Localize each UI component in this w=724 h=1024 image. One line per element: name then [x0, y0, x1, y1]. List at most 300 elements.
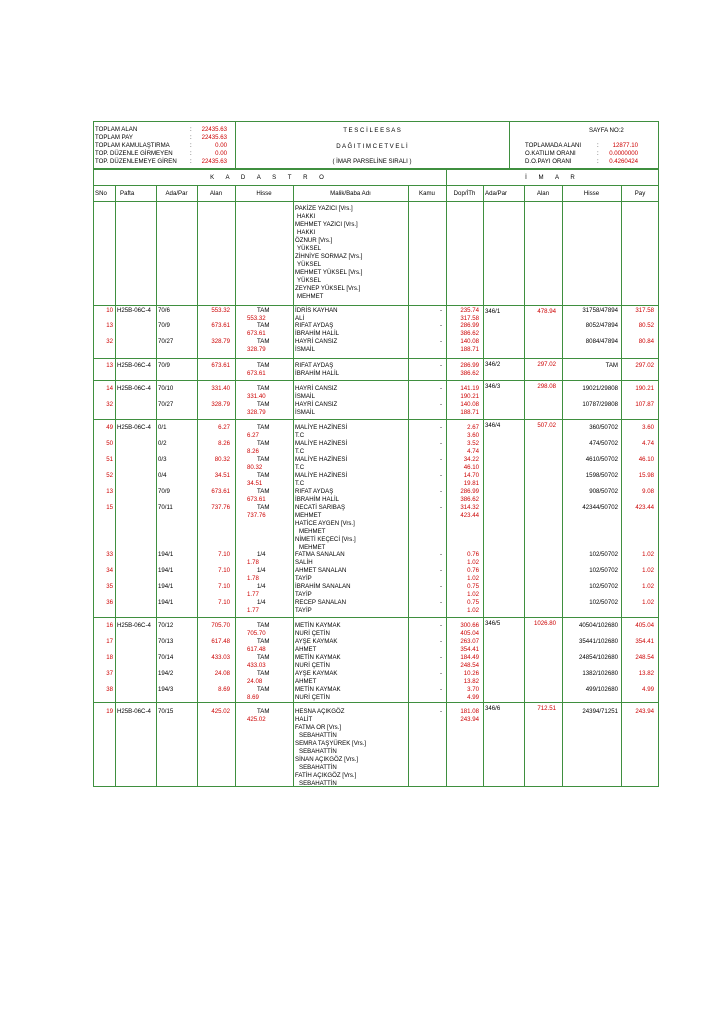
- pafta: H25B-06C-4: [117, 622, 151, 629]
- kadastro-hisse: TAM: [257, 322, 270, 329]
- pay: 190.21: [635, 385, 654, 392]
- kadastro-ada-par: 194/1: [158, 551, 174, 558]
- kadastro-ada-par: 70/15: [158, 708, 174, 715]
- summary-value: 0.0000000: [609, 150, 638, 157]
- dop: 263.07: [460, 638, 479, 645]
- kadastro-ada-par: 194/1: [158, 583, 174, 590]
- imar-hisse: 908/50702: [589, 488, 618, 495]
- dop-value: 1.02: [467, 607, 479, 614]
- kadastro-alan: 328.79: [211, 401, 230, 408]
- dop-value: 423.44: [460, 512, 479, 519]
- owner-father: İSMAİL: [295, 346, 315, 353]
- dop-value: 386.62: [460, 370, 479, 377]
- imar-hisse: 1598/50702: [585, 472, 618, 479]
- dop: 2.67: [467, 424, 479, 431]
- owner-father: T.C: [295, 432, 305, 439]
- kamu-dash: -: [440, 488, 443, 495]
- sno: 32: [106, 401, 113, 408]
- dop-value: 4.74: [467, 448, 479, 455]
- kadastro-hisse-value: 1.78: [247, 559, 259, 566]
- pay: 80.84: [638, 338, 654, 345]
- kadastro-ada-par: 194/2: [158, 670, 174, 677]
- owner-name: İDRİS KAYHAN: [295, 307, 338, 314]
- dop: 300.66: [460, 622, 479, 629]
- owner-father: T.C: [295, 448, 305, 455]
- kadastro-hisse: TAM: [257, 440, 270, 447]
- owner-name: SEBAHATTİN: [299, 780, 337, 787]
- summary-colon: :: [190, 150, 192, 157]
- imar-hisse: 4610/50702: [585, 456, 618, 463]
- owner-father: TAYİP: [295, 591, 312, 598]
- sno: 50: [106, 440, 113, 447]
- sno: 19: [106, 708, 113, 715]
- kadastro-alan: 331.40: [211, 385, 230, 392]
- kadastro-hisse: TAM: [257, 307, 270, 314]
- column-header: Kamu: [419, 190, 435, 197]
- summary-colon: :: [190, 142, 192, 149]
- kadastro-hisse-value: 553.32: [247, 315, 266, 322]
- dop: 0.75: [467, 583, 479, 590]
- kadastro-ada-par: 70/12: [158, 622, 174, 629]
- sno: 16: [106, 622, 113, 629]
- kadastro-ada-par: 70/10: [158, 385, 174, 392]
- pay: 297.02: [635, 362, 654, 369]
- column-line: [483, 185, 484, 787]
- kamu-dash: -: [440, 401, 443, 408]
- owner-father: SALİH: [295, 559, 313, 566]
- kamu-dash: -: [440, 654, 443, 661]
- column-line: [621, 185, 622, 787]
- kadastro-alan: 673.61: [211, 322, 230, 329]
- kadastro-alan: 425.02: [211, 708, 230, 715]
- pay: 80.52: [638, 322, 654, 329]
- dop-value: 243.94: [460, 716, 479, 723]
- dop: 286.99: [460, 362, 479, 369]
- column-header: Ada/Par: [485, 190, 508, 197]
- owner-name: AYŞE KAYMAK: [295, 638, 338, 645]
- owner-name: HAKKI: [297, 213, 316, 220]
- column-line: [235, 185, 236, 787]
- sno: 13: [106, 362, 113, 369]
- kadastro-hisse: TAM: [257, 362, 270, 369]
- imar-hisse: 19021/29808: [582, 385, 618, 392]
- imar-hisse: 1382/102680: [582, 670, 618, 677]
- dop: 140.08: [460, 401, 479, 408]
- dop: 314.32: [460, 504, 479, 511]
- summary-value: 22435.63: [201, 126, 227, 133]
- owner-name: ZİHNİYE SORMAZ [Vrs.]: [295, 253, 363, 260]
- dop-value: 317.58: [460, 315, 479, 322]
- kadastro-ada-par: 0/3: [158, 456, 167, 463]
- kadastro-hisse: TAM: [257, 472, 270, 479]
- kadastro-ada-par: 70/14: [158, 654, 174, 661]
- pay: 243.94: [635, 708, 654, 715]
- imar-hisse: 102/50702: [589, 551, 618, 558]
- kadastro-ada-par: 70/11: [158, 504, 173, 511]
- sno: 10: [106, 307, 113, 314]
- sno: 13: [106, 322, 113, 329]
- dop: 0.75: [467, 599, 479, 606]
- imar-ada-par: 346/2: [485, 361, 501, 368]
- kadastro-alan: 328.79: [211, 338, 230, 345]
- owner-name: MEHMET: [297, 293, 324, 300]
- owner-father: AHMET: [295, 646, 317, 653]
- summary-label: TOPLAM ALAN: [95, 126, 138, 133]
- column-header: Hisse: [583, 190, 600, 197]
- pay: 1.02: [642, 599, 654, 606]
- dop: 3.70: [467, 686, 479, 693]
- imar-hisse: 8084/47894: [585, 338, 618, 345]
- owner-name: FATMA OR [Vrs.]: [295, 724, 342, 731]
- owner-name: RIFAT AYDAŞ: [295, 322, 334, 329]
- owner-father: İBRAHİM HALİL: [295, 330, 340, 337]
- kadastro-hisse-value: 1.77: [247, 607, 259, 614]
- kadastro-ada-par: 70/13: [158, 638, 174, 645]
- kadastro-hisse-value: 6.27: [247, 432, 259, 439]
- summary-colon: :: [190, 158, 192, 165]
- kadastro-alan: 7.10: [218, 551, 230, 558]
- kadastro-hisse-value: 328.79: [247, 346, 266, 353]
- column-header: SNo: [95, 190, 107, 197]
- column-header: Dop/İTh: [453, 190, 476, 197]
- kadastro-hisse-value: 617.48: [247, 646, 266, 653]
- kadastro-ada-par: 70/9: [158, 322, 170, 329]
- pay: 1.02: [642, 583, 654, 590]
- owner-name: YÜKSEL: [297, 277, 322, 284]
- kamu-dash: -: [440, 551, 443, 558]
- imar-hisse: 102/50702: [589, 599, 618, 606]
- dop: 286.99: [460, 488, 479, 495]
- imar-alan: 712.51: [537, 705, 556, 712]
- kadastro-hisse: TAM: [257, 385, 270, 392]
- owner-name: SEBAHATTİN: [299, 732, 337, 739]
- document-title: T E S C İ L E E S A S: [343, 127, 401, 134]
- kamu-dash: -: [440, 385, 443, 392]
- sno: 38: [106, 686, 113, 693]
- kadastro-label: K A D A S T R O: [210, 174, 329, 181]
- imar-ada-par: 346/6: [485, 705, 501, 712]
- kadastro-hisse: 1/4: [257, 567, 266, 574]
- kadastro-alan: 433.03: [211, 654, 230, 661]
- owner-name: MEHMET: [299, 544, 326, 551]
- document-sort-note: ( İMAR PARSELİNE SIRALI ): [332, 158, 412, 165]
- owner-name: MEHMET: [299, 528, 326, 535]
- kamu-dash: -: [440, 670, 443, 677]
- column-header: Alan: [536, 190, 550, 197]
- owner-name: HAYRİ CANSIZ: [295, 338, 338, 345]
- dop: 0.76: [467, 567, 479, 574]
- owner-name: HAYRİ CANSIZ: [295, 385, 338, 392]
- imar-hisse: 102/50702: [589, 567, 618, 574]
- group-divider: [93, 702, 659, 703]
- dop-value: 3.60: [467, 432, 479, 439]
- imar-ada-par: 346/4: [485, 422, 501, 429]
- kadastro-hisse: TAM: [257, 504, 270, 511]
- owner-name: HESNA AÇIKGÖZ: [295, 708, 345, 715]
- imar-label: İ M A R: [525, 174, 580, 181]
- column-line: [197, 185, 198, 787]
- owner-father: AHMET: [295, 678, 317, 685]
- owner-name: AYŞE KAYMAK: [295, 670, 338, 677]
- imar-ada-par: 346/1: [485, 308, 501, 315]
- kadastro-hisse-value: 705.70: [247, 630, 266, 637]
- sno: 52: [106, 472, 113, 479]
- imar-ada-par: 346/3: [485, 383, 501, 390]
- owner-father: NURİ ÇETİN: [295, 662, 330, 669]
- owner-name: METİN KAYMAK: [295, 654, 341, 661]
- kadastro-hisse: TAM: [257, 401, 270, 408]
- owner-name: MEHMET YÜKSEL [Vrs.]: [295, 269, 363, 276]
- kadastro-hisse: TAM: [257, 456, 270, 463]
- dop: 0.76: [467, 551, 479, 558]
- dop: 34.22: [463, 456, 479, 463]
- owner-father: TAYİP: [295, 607, 312, 614]
- kamu-dash: -: [440, 504, 443, 511]
- dop-value: 1.02: [467, 559, 479, 566]
- dop: 286.99: [460, 322, 479, 329]
- owner-father: İBRAHİM HALİL: [295, 496, 340, 503]
- kadastro-hisse-value: 24.08: [247, 678, 263, 685]
- summary-colon: :: [597, 158, 599, 165]
- kadastro-hisse-value: 673.61: [247, 330, 266, 337]
- imar-hisse: 102/50702: [589, 583, 618, 590]
- kadastro-hisse-value: 8.26: [247, 448, 259, 455]
- owner-father: T.C: [295, 480, 305, 487]
- owner-name: NECATİ SARIBAŞ: [295, 504, 346, 511]
- kadastro-hisse: TAM: [257, 488, 270, 495]
- sno: 36: [106, 599, 113, 606]
- group-divider: [93, 419, 659, 420]
- pay: 354.41: [635, 638, 654, 645]
- kadastro-ada-par: 70/9: [158, 488, 170, 495]
- owner-name: HAKKI: [297, 229, 316, 236]
- column-header: Pay: [634, 190, 646, 197]
- kadastro-hisse: TAM: [257, 654, 270, 661]
- sno: 15: [106, 504, 113, 511]
- owner-name: SEBAHATTİN: [299, 764, 337, 771]
- kamu-dash: -: [440, 708, 443, 715]
- owner-father: ALİ: [295, 315, 305, 322]
- owner-father: İBRAHİM HALİL: [295, 370, 340, 377]
- summary-label: TOPLAMADA ALANI: [525, 142, 582, 149]
- document-subtitle: D A Ğ I T I M C E T V E L İ: [336, 143, 408, 150]
- owner-name: METİN KAYMAK: [295, 686, 341, 693]
- dop-value: 190.21: [460, 393, 479, 400]
- imar-alan: 297.02: [537, 361, 556, 368]
- kadastro-ada-par: 194/3: [158, 686, 174, 693]
- kadastro-hisse-value: 737.76: [247, 512, 266, 519]
- kamu-dash: -: [440, 567, 443, 574]
- kadastro-hisse: TAM: [257, 708, 270, 715]
- kamu-dash: -: [440, 583, 443, 590]
- kadastro-ada-par: 0/1: [158, 424, 167, 431]
- column-header: Malik/Baba Adı: [330, 190, 371, 197]
- dop-value: 1.02: [467, 575, 479, 582]
- kadastro-ada-par: 0/4: [158, 472, 167, 479]
- summary-value: 22435.63: [201, 158, 227, 165]
- kadastro-alan: 673.61: [211, 488, 230, 495]
- kadastro-hisse-value: 425.02: [247, 716, 266, 723]
- owner-name: RIFAT AYDAŞ: [295, 488, 334, 495]
- dop: 3.52: [467, 440, 479, 447]
- kamu-dash: -: [440, 338, 443, 345]
- kadastro-hisse: TAM: [257, 338, 270, 345]
- owner-name: HAYRİ CANSIZ: [295, 401, 338, 408]
- imar-hisse: TAM: [605, 362, 618, 369]
- summary-label: TOPLAM PAY: [95, 134, 133, 141]
- kadastro-hisse-value: 34.51: [247, 480, 263, 487]
- kadastro-ada-par: 70/6: [158, 307, 170, 314]
- dop-value: 386.62: [460, 496, 479, 503]
- kadastro-hisse: 1/4: [257, 583, 266, 590]
- column-line: [562, 185, 563, 787]
- kadastro-ada-par: 194/1: [158, 567, 174, 574]
- sno: 13: [106, 488, 113, 495]
- sno: 18: [106, 654, 113, 661]
- owner-name: RECEP SANALAN: [295, 599, 347, 606]
- owner-name: PAKİZE YAZICI [Vrs.]: [295, 205, 353, 212]
- pay: 1.02: [642, 551, 654, 558]
- kadastro-alan: 7.10: [218, 567, 230, 574]
- imar-alan: 507.02: [537, 422, 556, 429]
- kadastro-hisse: 1/4: [257, 599, 266, 606]
- header-divider: [93, 201, 659, 202]
- pay: 3.60: [642, 424, 654, 431]
- owner-name: YÜKSEL: [297, 261, 322, 268]
- column-line: [115, 185, 116, 787]
- imar-hisse: 24394/71251: [582, 708, 618, 715]
- summary-value: 22435.63: [201, 134, 227, 141]
- dop-value: 386.62: [460, 330, 479, 337]
- dop: 141.19: [460, 385, 479, 392]
- owner-father: T.C: [295, 464, 305, 471]
- imar-ada-par: 346/5: [485, 620, 501, 627]
- kadastro-hisse-value: 80.32: [247, 464, 263, 471]
- owner-father: İSMAİL: [295, 393, 315, 400]
- summary-value: 12877.10: [612, 142, 638, 149]
- owner-name: SEBAHATTİN: [299, 748, 337, 755]
- kadastro-hisse-value: 433.03: [247, 662, 266, 669]
- dop: 14.70: [463, 472, 479, 479]
- kadastro-hisse: TAM: [257, 424, 270, 431]
- imar-hisse: 35441/102680: [579, 638, 618, 645]
- kadastro-ada-par: 70/27: [158, 401, 174, 408]
- summary-label: TOPLAM KAMULAŞTIRMA: [95, 142, 170, 149]
- sno: 17: [106, 638, 113, 645]
- owner-father: İSMAİL: [295, 409, 315, 416]
- kadastro-hisse-value: 1.77: [247, 591, 259, 598]
- dop-value: 19.81: [463, 480, 479, 487]
- dop-value: 13.82: [463, 678, 479, 685]
- column-line: [293, 185, 294, 787]
- sno: 51: [106, 456, 113, 463]
- column-line: [408, 185, 409, 787]
- summary-label: D.O.PAYI ORANI: [525, 158, 572, 165]
- owner-name: FATMA SANALAN: [295, 551, 345, 558]
- kamu-dash: -: [440, 322, 443, 329]
- kadastro-alan: 705.70: [211, 622, 230, 629]
- owner-name: HATİCE AYGEN [Vrs.]: [295, 520, 355, 527]
- imar-hisse: 499/102680: [585, 686, 618, 693]
- band-divider: [93, 185, 659, 186]
- kadastro-hisse: TAM: [257, 686, 270, 693]
- summary-colon: :: [190, 134, 192, 141]
- imar-hisse: 8052/47894: [585, 322, 618, 329]
- pay: 405.04: [635, 622, 654, 629]
- pay: 46.10: [638, 456, 654, 463]
- owner-name: ZEYNEP YÜKSEL [Vrs.]: [295, 285, 361, 292]
- kadastro-ada-par: 0/2: [158, 440, 167, 447]
- owner-name: METİN KAYMAK: [295, 622, 341, 629]
- column-header: Ada/Par: [165, 190, 188, 197]
- summary-colon: :: [597, 142, 599, 149]
- dop: 235.74: [460, 307, 479, 314]
- pafta: H25B-06C-4: [117, 362, 151, 369]
- imar-alan: 298.08: [537, 383, 556, 390]
- pay: 13.82: [638, 670, 654, 677]
- pafta: H25B-06C-4: [117, 307, 151, 314]
- kadastro-alan: 24.08: [214, 670, 230, 677]
- dop-value: 46.10: [463, 464, 479, 471]
- column-header: Alan: [209, 190, 223, 197]
- dop-value: 248.54: [460, 662, 479, 669]
- summary-value: 0.4260424: [609, 158, 638, 165]
- imar-hisse: 360/50702: [589, 424, 618, 431]
- group-divider: [93, 358, 659, 359]
- kadastro-alan: 553.32: [211, 307, 230, 314]
- dop-value: 1.02: [467, 591, 479, 598]
- owner-name: YÜKSEL: [297, 245, 322, 252]
- kadastro-hisse: TAM: [257, 670, 270, 677]
- sno: 14: [106, 385, 113, 392]
- header-divider-right: [509, 121, 510, 169]
- kadastro-alan: 7.10: [218, 583, 230, 590]
- kadastro-alan: 6.27: [218, 424, 230, 431]
- kadastro-hisse-value: 331.40: [247, 393, 266, 400]
- kamu-dash: -: [440, 307, 443, 314]
- summary-colon: :: [190, 126, 192, 133]
- kamu-dash: -: [440, 686, 443, 693]
- kamu-dash: -: [440, 599, 443, 606]
- owner-name: MALİYE HAZİNESİ: [295, 472, 348, 479]
- kamu-dash: -: [440, 424, 443, 431]
- imar-hisse: 42344/50702: [582, 504, 618, 511]
- summary-value: 0.00: [215, 150, 227, 157]
- kamu-dash: -: [440, 638, 443, 645]
- owner-name: SİNAN AÇIKGÖZ [Vrs.]: [295, 756, 359, 763]
- owner-name: FATİH AÇIKGÖZ [Vrs.]: [295, 772, 357, 779]
- owner-name: MALİYE HAZİNESİ: [295, 456, 348, 463]
- pay: 248.54: [635, 654, 654, 661]
- kadastro-hisse-value: 673.61: [247, 496, 266, 503]
- kadastro-hisse-value: 8.69: [247, 694, 259, 701]
- sno: 37: [106, 670, 113, 677]
- sno: 35: [106, 583, 113, 590]
- kamu-dash: -: [440, 362, 443, 369]
- pay: 423.44: [635, 504, 654, 511]
- owner-name: MEHMET YAZICI [Vrs.]: [295, 221, 358, 228]
- dop: 140.08: [460, 338, 479, 345]
- kadastro-alan: 8.69: [218, 686, 230, 693]
- imar-hisse: 474/50702: [589, 440, 618, 447]
- kadastro-alan: 617.48: [211, 638, 230, 645]
- kadastro-alan: 8.26: [218, 440, 230, 447]
- kadastro-hisse-value: 1.78: [247, 575, 259, 582]
- kamu-dash: -: [440, 472, 443, 479]
- pafta: H25B-06C-4: [117, 385, 151, 392]
- page-number: SAYFA NO:2: [589, 127, 624, 134]
- owner-father: HALİT: [295, 716, 313, 723]
